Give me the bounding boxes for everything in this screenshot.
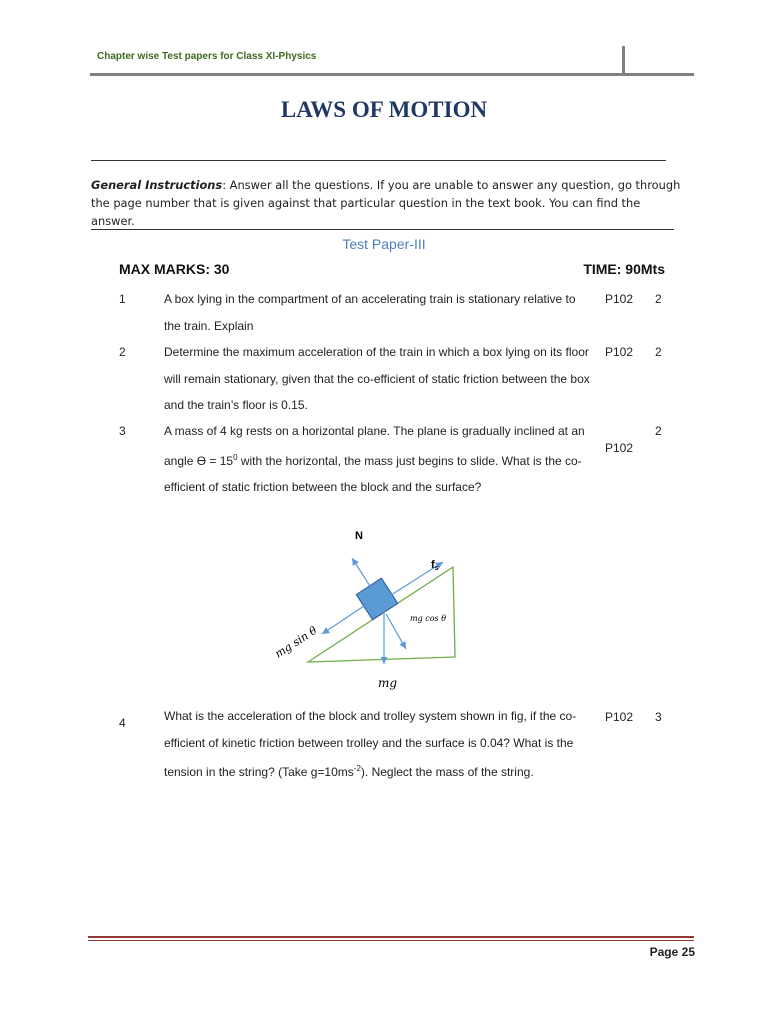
question-text-part: with the horizontal, the mass just begins to slide. What is the co-efficient of static friction between the block and the surface? <box>164 453 582 494</box>
superscript: 0 <box>233 452 238 462</box>
question-number: 3 <box>119 424 126 438</box>
label-fs <box>431 559 439 572</box>
footer-rule-thin <box>88 940 694 941</box>
question-marks: 2 <box>655 292 662 306</box>
question-text: Determine the maximum acceleration of the train in which a box lying on its floor will remain stationary, given that the co-efficient of static friction between the box and the train’s floor is 0.15. <box>164 345 590 412</box>
question-page-ref: P102 <box>605 441 634 455</box>
test-paper-subtitle: Test Paper-III <box>342 236 426 252</box>
title-rule <box>91 160 666 161</box>
label-mg-cos: mg cos θ <box>410 614 447 623</box>
header-divider <box>622 46 625 74</box>
instructions-label: General Instructions <box>91 178 223 192</box>
question-text-part: What is the acceleration of the block and trolley system shown in fig, if the co-efficient of kinetic friction between trolley and the surface is 0.04? What is the tension in the string? (Take g=10ms <box>164 709 577 779</box>
block <box>356 578 397 619</box>
question-number: 2 <box>119 345 126 359</box>
time-limit: TIME: 90Mts <box>583 261 665 277</box>
page-title: LAWS OF MOTION <box>280 97 488 122</box>
superscript: -2 <box>353 764 361 773</box>
question-marks: 2 <box>655 345 662 359</box>
label-fs-sub: s <box>434 565 439 572</box>
question-page-ref: P102 <box>605 292 634 306</box>
question-marks: 2 <box>655 424 662 438</box>
question-number: 4 <box>119 716 126 730</box>
question-text-part: A mass of 4 kg rests on a horizontal plane. The plane is gradually inclined at an angle ϴ = 15 <box>164 424 585 468</box>
mg-cos-arrow <box>386 614 406 649</box>
question-text-part: ). Neglect the mass of the string. <box>360 765 534 779</box>
instructions-text: : Answer all the questions. If you are unable to answer any question, go through the page number that is given against that particular question in the text book. You can find the answer. <box>91 178 681 228</box>
instructions-rule <box>91 229 674 230</box>
footer-rule <box>88 936 694 938</box>
page-number: Page 25 <box>649 945 695 959</box>
question-text <box>164 418 594 501</box>
label-mg-sin: mg sin θ <box>272 623 320 661</box>
header-rule <box>90 73 694 76</box>
general-instructions <box>91 176 687 230</box>
question-text <box>164 703 594 786</box>
question-marks: 3 <box>655 710 662 724</box>
label-n: N <box>355 530 363 542</box>
label-fs-main: f <box>431 559 435 571</box>
question-text: A box lying in the compartment of an accelerating train is stationary relative to the train. Explain <box>164 292 576 333</box>
running-header: Chapter wise Test papers for Class XI-Physics <box>97 51 317 62</box>
inclined-plane-diagram <box>260 520 480 700</box>
question-page-ref: P102 <box>605 345 634 359</box>
question-number: 1 <box>119 292 126 306</box>
max-marks: MAX MARKS: 30 <box>119 261 230 277</box>
label-mg: mg <box>378 676 398 690</box>
question-page-ref: P102 <box>605 710 634 724</box>
